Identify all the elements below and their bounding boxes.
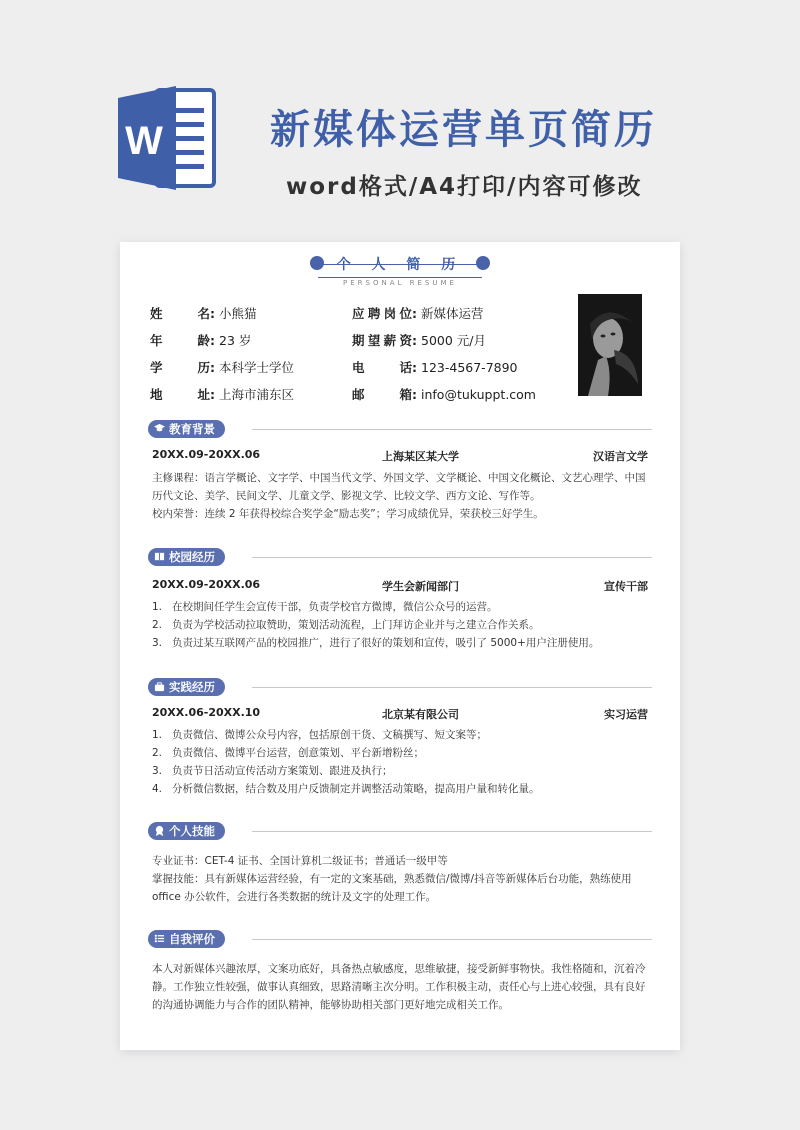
entry-role: 汉语言文学 bbox=[593, 450, 648, 463]
banner-subtitle: word格式/A4打印/内容可修改 bbox=[286, 174, 643, 200]
text-line: 主修课程：语言学概论、文字学、中国当代文学、外国文学、文学概论、中国文化概论、文艺心理学、中国 bbox=[152, 472, 646, 484]
section-pill bbox=[148, 548, 225, 566]
section-divider bbox=[252, 429, 652, 430]
list-item: 2. 负责微信、微博平台运营，创意策划、平台新增粉丝； bbox=[152, 747, 424, 759]
info-degree: 学 历: 本科学士学位 bbox=[150, 360, 295, 375]
section-divider bbox=[252, 687, 652, 688]
info-label: 邮 箱 bbox=[352, 387, 412, 402]
entry-date: 20XX.09-20XX.06 bbox=[152, 578, 261, 591]
entry-date: 20XX.09-20XX.06 bbox=[152, 448, 261, 461]
section-campus bbox=[148, 548, 652, 566]
list-item: 1. 在校期间任学生会宣传干部，负责学校官方微博，微信公众号的运营。 bbox=[152, 601, 498, 613]
resume-header bbox=[120, 250, 680, 290]
info-label: 应聘岗位 bbox=[352, 306, 412, 321]
section-practice bbox=[148, 678, 652, 696]
skills-details bbox=[152, 852, 652, 906]
campus-list bbox=[152, 598, 652, 652]
section-divider bbox=[252, 557, 652, 558]
entry-org: 北京某有限公司 bbox=[382, 708, 459, 721]
info-value: 小熊猫 bbox=[219, 306, 257, 321]
section-education bbox=[148, 420, 652, 438]
resume-paper bbox=[120, 242, 680, 1050]
entry-role: 实习运营 bbox=[604, 708, 648, 721]
briefcase-icon bbox=[154, 681, 165, 692]
text-line: 校内荣誉：连续 2 年获得校综合奖学金“励志奖”；学习成绩优异，荣获校三好学生。 bbox=[152, 508, 544, 520]
section-title: 教育背景 bbox=[169, 422, 215, 436]
text-line: 的沟通协调能力与合作的团队精神，能够协助相关部门更好地完成相关工作。 bbox=[152, 999, 509, 1011]
campus-entry bbox=[152, 578, 648, 594]
info-value: 5000 元/月 bbox=[421, 333, 486, 348]
text-line: 掌握技能：具有新媒体运营经验，有一定的文案基础，熟悉微信/微博/抖音等新媒体后台功能，熟练使用 bbox=[152, 873, 632, 885]
section-divider bbox=[252, 831, 652, 832]
info-salary: 期望薪资: 5000 元/月 bbox=[352, 333, 486, 348]
list-item: 4. 分析微信数据，结合数及用户反馈制定并调整活动策略，提高用户量和转化量。 bbox=[152, 783, 540, 795]
practice-list bbox=[152, 726, 652, 798]
info-position: 应聘岗位: 新媒体运营 bbox=[352, 306, 484, 321]
info-value: 本科学士学位 bbox=[219, 360, 295, 375]
info-name: 姓 名: 小熊猫 bbox=[150, 306, 257, 321]
list-item: 1. 负责微信、微博公众号内容，包括原创干货、文稿撰写、短文案等； bbox=[152, 729, 487, 741]
info-address: 地 址: 上海市浦东区 bbox=[150, 387, 295, 402]
text-line: 静。工作独立性较强，做事认真细致，思路清晰主次分明。工作积极主动，责任心与上进心较强，具有良好 bbox=[152, 981, 646, 993]
graduation-cap-icon bbox=[154, 423, 165, 434]
entry-org: 上海某区某大学 bbox=[382, 450, 459, 463]
text-line: 本人对新媒体兴趣浓厚，文案功底好，具备热点敏感度，思维敏捷，接受新鲜事物快。我性格随和，沉着冷 bbox=[152, 963, 646, 975]
entry-role: 宣传干部 bbox=[604, 580, 648, 593]
info-label: 电 话 bbox=[352, 360, 412, 375]
section-pill bbox=[148, 420, 225, 438]
section-self-evaluation bbox=[148, 930, 652, 948]
section-title: 个人技能 bbox=[169, 824, 215, 838]
section-pill bbox=[148, 822, 225, 840]
info-value: 23 岁 bbox=[219, 333, 252, 348]
section-title: 自我评价 bbox=[169, 932, 215, 946]
banner-title: 新媒体运营单页简历 bbox=[270, 107, 657, 153]
list-icon bbox=[154, 933, 165, 944]
info-value: 新媒体运营 bbox=[421, 306, 484, 321]
info-label: 期望薪资 bbox=[352, 333, 412, 348]
list-item: 2. 负责为学校活动拉取赞助，策划活动流程，上门拜访企业并与之建立合作关系。 bbox=[152, 619, 540, 631]
section-pill bbox=[148, 678, 225, 696]
book-icon bbox=[154, 551, 165, 562]
text-line: office 办公软件，会进行各类数据的统计及文字的处理工作。 bbox=[152, 891, 437, 903]
section-title: 校园经历 bbox=[169, 550, 215, 564]
education-entry bbox=[152, 448, 648, 464]
entry-date: 20XX.06-20XX.10 bbox=[152, 706, 261, 719]
word-document-icon bbox=[116, 84, 220, 192]
info-value: 上海市浦东区 bbox=[219, 387, 295, 402]
practice-entry bbox=[152, 706, 648, 722]
text-line: 历代文论、美学、民间文学、儿童文学、影视文学、比较文学、西方文论、写作等。 bbox=[152, 490, 541, 502]
banner bbox=[0, 0, 800, 230]
resume-title-en: PERSONAL RESUME bbox=[343, 279, 457, 287]
info-label: 地 址 bbox=[150, 387, 210, 402]
svg-text:W: W bbox=[125, 119, 163, 163]
header-bottom-line bbox=[318, 277, 482, 278]
section-skills bbox=[148, 822, 652, 840]
education-details bbox=[152, 469, 652, 523]
list-item: 3. 负责过某互联网产品的校园推广，进行了很好的策划和宣传，吸引了 5000+用户注册使用。 bbox=[152, 637, 600, 649]
info-email: 邮 箱: info@tukuppt.com bbox=[352, 387, 536, 402]
section-title: 实践经历 bbox=[169, 680, 215, 694]
resume-title: 个 人 简 历 bbox=[336, 257, 464, 273]
info-label: 学 历 bbox=[150, 360, 210, 375]
entry-org: 学生会新闻部门 bbox=[382, 580, 459, 593]
section-divider bbox=[252, 939, 652, 940]
profile-photo bbox=[578, 294, 642, 396]
portrait-image bbox=[578, 294, 642, 396]
award-icon bbox=[154, 825, 165, 836]
info-label: 姓 名 bbox=[150, 306, 210, 321]
info-label: 年 龄 bbox=[150, 333, 210, 348]
section-pill bbox=[148, 930, 225, 948]
info-value: info@tukuppt.com bbox=[421, 387, 536, 402]
info-value: 123-4567-7890 bbox=[421, 360, 518, 375]
self-evaluation-details bbox=[152, 960, 652, 1014]
info-age: 年 龄: 23 岁 bbox=[150, 333, 252, 348]
text-line: 专业证书：CET-4 证书、全国计算机二级证书；普通话一级甲等 bbox=[152, 855, 448, 867]
info-phone: 电 话: 123-4567-7890 bbox=[352, 360, 518, 375]
list-item: 3. 负责节日活动宣传活动方案策划、跟进及执行； bbox=[152, 765, 393, 777]
